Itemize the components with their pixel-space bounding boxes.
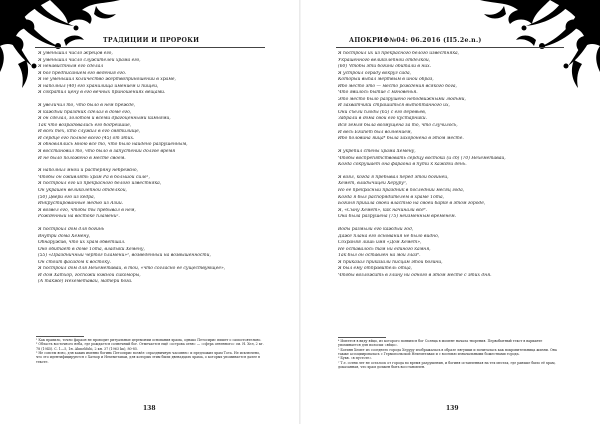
right-page: [300, 0, 600, 424]
verse-line: (60) Чтобы эти богини обитали в них.: [338, 64, 432, 70]
verse-line: Они съели плоды (65) с его деревьев,: [338, 109, 427, 115]
verse-text: [38, 51, 264, 286]
verse-line: Я, «Сыну Хемет», как начинали все⁶.: [338, 207, 427, 213]
footnote: ² Область восточного неба, где рождается солнечный бог. Отмечается ещё «острова огня» — «сфера огненного» см. Н. Хел, 2 кг. 78 (1945). C. 1—5, 1н. Ahmeldshi, 2 кн. 37 (1963 kn), 80-85.: [36, 342, 264, 351]
verse-line: Я построил дом для Нехеметаваи, в той, «что согласно её существующее»,: [38, 266, 226, 272]
verse-line: Когда сокрушает она фараона в пути к каждой день.: [338, 162, 467, 168]
verse-line: Не оставалось там ни единого камня,: [338, 246, 431, 252]
footnote: ⁵ Богиня Хемет из соседнего города Херуру изображалась в образе лягушки и почиталась как покровительница жизни. Она также ассоциировалась с Гермопольской Нехеметаваи и с восемью изначальными божествами города.: [338, 347, 557, 357]
footnote: ⁴ Имеется в виду яйцо, из которого появился бог Солнца в момент начала творения. Первобытный текст в варианте упоминается для полоски «яйцо».: [338, 339, 543, 348]
verse-line: Я увеличил то, что было в нём прежде,: [38, 103, 136, 109]
verse-line: Я уменьшил число служителей храма его,: [38, 57, 141, 63]
verse-line: Я построил дом для богинь: [38, 227, 105, 233]
verse-line: Что явилось бытие с мгновенья.: [338, 90, 418, 96]
footnote-rule: [338, 337, 386, 338]
verse-line: Я укрепил стены храма Хемену,: [338, 148, 416, 154]
verse-line: Я обновлялись мною все то, что было найдено разрушенным,: [38, 142, 188, 148]
verse-line: Вся земля была возмущена за то, что случилось,: [338, 123, 458, 129]
verse-line: Оно обитает в доме Тота, владыки Хемену,: [38, 246, 145, 252]
verse-line: И дом Хатхор, госпожи южной сикоморы,: [38, 272, 141, 278]
verse-line: Чтобы воспрепятствовать сердцу востока (и сб) (70) Нехеметаваи,: [338, 155, 506, 161]
verse-line: Даже плана его основания не было видно,: [338, 233, 440, 239]
page-number: 139: [446, 405, 459, 412]
verse-line: Обнаружив, что их храм обветшал.: [38, 240, 126, 246]
page-number: 138: [143, 405, 156, 412]
verse-line: Я взял, когда я пребывал перед этой богиней,: [338, 174, 449, 180]
verse-line: Чтобы возложить в глину ни одного в этом месте с этих дня.: [338, 272, 492, 278]
verse-line: И не было положено в месте своём.: [38, 155, 126, 161]
verse-line: Я устроил ограду вокруг сада,: [338, 70, 412, 76]
verse-line: Я построил его из прекрасного белого известняка,: [38, 181, 162, 187]
verse-line: Я наполнил (40) его хранилища имением и пищей,: [38, 83, 159, 89]
verse-line: Я уменьшил число жрецов его,: [38, 51, 113, 56]
verse-line: Воды размыли его каждый год,: [338, 227, 414, 233]
footnote: ¹ Как правило, точно фараон не проводит ритуальные церемонии основания храма, однако Петосирис пишет о самостоятельно.: [36, 338, 262, 342]
verse-line: Который выпал мёртвым в иной образ,: [338, 77, 434, 83]
verse-line: Это место было разрушено неподвижными людьми,: [338, 96, 466, 102]
verse-line: И всех тех, кто служил в его святилище,: [38, 129, 141, 135]
verse-line: Забрали в дома свои его кустарники.: [338, 116, 427, 122]
verse-line: И весь Египет был волнением,: [338, 129, 412, 135]
verse-line: Он украшен великолепной отделкой,: [38, 187, 127, 193]
verse-line: Внутри дома Хемену,: [38, 233, 91, 239]
verse-line: Я он сделал, золотом и всеми драгоценными камнями,: [38, 116, 171, 122]
verse-line: Я каждый праздник сделал в доме его,: [38, 109, 132, 115]
verse-line: Инкрустированные медью из Азии.: [38, 201, 124, 207]
verse-line: Сохраняя лишь имя «Дом Хемет»,: [338, 240, 422, 246]
verse-line: Ибо место это — место рождения всякого бога,: [338, 83, 457, 89]
verse-line: Ибо половина яйца⁴ была захоронена в этом месте.: [338, 136, 464, 142]
verse-line: Я сократил цену в его вечных приношениях вещами.: [38, 90, 166, 96]
verse-line: И захватчики страшиться вытоптанного их,: [338, 103, 450, 109]
verse-line: (55) «Праздничный чертог пламени»³, возведённый на возвышенности,: [38, 253, 211, 259]
verse-text: [338, 51, 564, 279]
running-header: АПОКРИФ№04: 06.2016 (II5.2e.n.): [349, 37, 482, 44]
verse-line: Чтобы он оживлять храм Ра в большой силе¹,: [38, 174, 150, 180]
verse-line: И сердце его полное всего (45) от этих.: [38, 135, 135, 141]
verse-line: Я был ему отправитель отца,: [338, 266, 413, 272]
verse-line: Так что возрадовались его бодрейшие,: [38, 122, 132, 128]
verse-line: Я бог предписанием его ведения его.: [38, 70, 127, 76]
verse-line: Когда я был распорядителем в храме Тота,: [338, 194, 445, 200]
footnote-rule: [36, 336, 84, 337]
header-rule: [35, 47, 265, 48]
header-rule: [336, 47, 564, 48]
verse-line: Я не уменьшил количество жертвоприношений в храме,: [38, 77, 176, 83]
verse-line: Он стоит фасадом к востоку.: [38, 259, 111, 265]
verse-line: (50) Двери его из кедра,: [38, 194, 96, 200]
footnote: ³ Не совсем ясно, для каких именно богинь Петосирис возвёл «праздничную часовню» и предложил храм Тота. Не исключено, что это идентифицируются с Хатхор и Нехеметаваи, для которых этим были двенадцать храма, о которых упоминается далее в тексте.: [36, 351, 261, 364]
verse-line: Рождённый на востоке пламени².: [38, 214, 120, 220]
verse-line: (А также) Нехеметаваи, матери бога.: [38, 279, 133, 285]
verse-line: Я ненавистным его сделал: [38, 64, 104, 70]
running-header: ТРАДИЦИИ И ПРОРОКИ: [103, 37, 200, 44]
footnote: ⁷ Т.е. сотни лет не осталось от города во время разрушения, и богиня оставленная на тех местах, где раньше было её храм, доказанная, что храм должен быть восстановлен.: [338, 360, 556, 370]
verse-line: Украшенного великолепной отделкой,: [338, 57, 431, 63]
footnote: ⁶ Букв. «в пустоте».: [338, 356, 373, 361]
verse-line: Хемет, владычицей Херуру⁵,: [338, 181, 408, 187]
verse-line: Я наполнил мной и растеряну небрежно,: [38, 168, 139, 174]
verse-line: Но её прекрасный праздник в последний месяц года,: [338, 187, 465, 193]
footnotes: [36, 338, 264, 364]
verse-line: Я построил их из прекрасного белого известняка,: [338, 51, 460, 56]
footnotes: [338, 339, 564, 369]
verse-line: Так был он оставлен на мой глаз⁶.: [338, 253, 421, 259]
verse-line: Она была разрушена (75) неизменным временем.: [338, 214, 457, 220]
verse-line: Богиня пришла своей властью на своей барке в этом городе,: [338, 201, 486, 207]
verse-line: Я возвёл его, чтобы ты пребывал в нём,: [38, 207, 136, 213]
verse-line: Я восстановил то, что было в запустении долгое время: [38, 148, 176, 154]
verse-line: Я приказал приказали писцам этой богини,: [338, 259, 443, 265]
